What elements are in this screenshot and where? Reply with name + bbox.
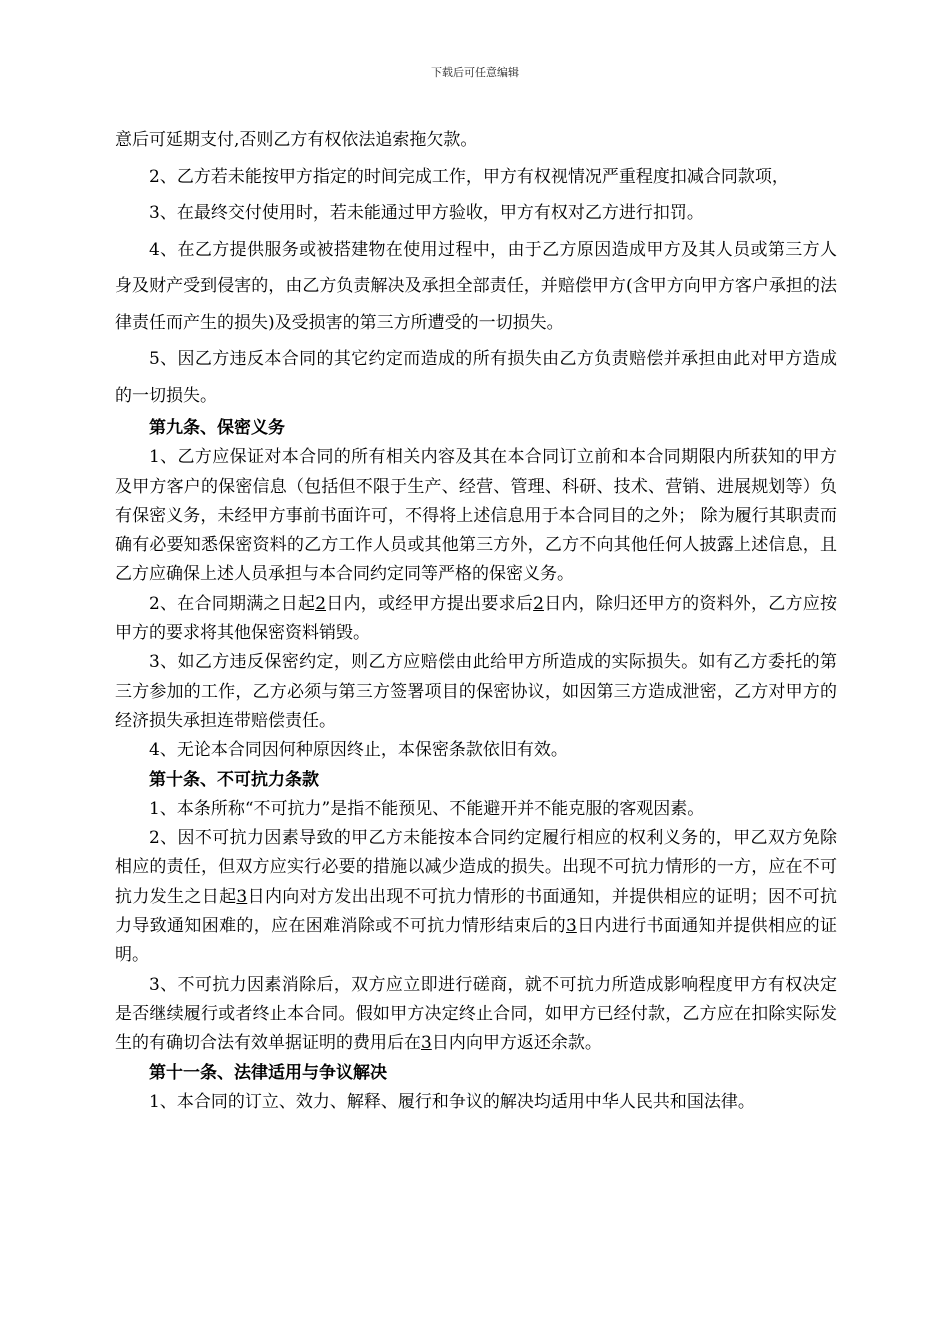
- clause-text: 日内进行书面通知并提供相应的证明。: [115, 916, 838, 966]
- article-8-continued: [115, 122, 837, 414]
- article-11-title: 第十一条、法律适用与争议解决: [149, 1062, 387, 1083]
- paragraph-clause-3: 3、在最终交付使用时，若未能通过甲方验收，甲方有权对乙方进行扣罚。: [149, 203, 704, 223]
- article-10-clause-2: [115, 824, 837, 970]
- clause-text: 2、因不可抗力因素导致的甲乙方未能按本合同约定履行相应的权利义务的，甲乙双方免除相应的责任，但双方应实行必要的措施以减少造成的损失。出现不可抗力情形的一方，应在不可抗力发生之日起: [115, 828, 837, 907]
- article-11-clause-1: 1、本合同的订立、效力、解释、履行和争议的解决均适用中华人民共和国法律。: [149, 1091, 755, 1112]
- article-10-title: 第十条、不可抗力条款: [149, 769, 319, 790]
- article-9-clause-3: 3、如乙方违反保密约定，则乙方应赔偿由此给甲方所造成的实际损失。如有乙方委托的第三方参加的工作，乙方必须与第三方签署项目的保密协议，如因第三方造成泄密，乙方对甲方的经济损失承担连带赔偿责任。: [115, 652, 837, 731]
- article-9: [115, 414, 837, 1117]
- clause-text: 日内，除归还甲方的资料外，乙方应按甲方的要求将其他保密资料销毁。: [115, 593, 837, 644]
- days-value: 3: [421, 1033, 432, 1054]
- article-10-clause-3: [115, 971, 837, 1059]
- article-9-clause-1: 1、乙方应保证对本合同的所有相关内容及其在本合同订立前和本合同期限内所获知的甲方及甲方客户的保密信息（包括但不限于生产、经营、管理、科研、技术、营销、进展规划等）负有保密义务，未经甲方事前书面许可，不得将上述信息用于本合同目的之外； 除为履行其职责而确有必要知悉保密资料的乙方工作人员或其他第三方外，乙方不向其他任何人披露上述信息，且乙方应确保上述人员承担与本合同约定同等严格的保密义务。: [115, 447, 837, 585]
- paragraph-continued: 意后可延期支付,否则乙方有权依法追索拖欠款。: [115, 130, 478, 150]
- document-body: [115, 122, 837, 1117]
- clause-text: 日内，或经甲方提出要求后: [326, 593, 534, 614]
- clause-text: 日内向甲方返还余款。: [431, 1033, 602, 1054]
- page-header: 下载后可任意编辑: [431, 66, 519, 79]
- paragraph-clause-2: 2、乙方若未能按甲方指定的时间完成工作，甲方有权视情况严重程度扣减合同款项，: [149, 166, 789, 187]
- days-value: 3: [236, 886, 248, 907]
- paragraph-clause-4: 4、在乙方提供服务或被搭建物在使用过程中，由于乙方原因造成甲方及其人员或第三方人身及财产受到侵害的，由乙方负责解决及承担全部责任，并赔偿甲方(含甲方向甲方客户承担的法律责任而产生的损失)及受损害的第三方所遭受的一切损失。: [115, 239, 837, 333]
- article-9-clause-2: [115, 590, 837, 649]
- article-9-title: 第九条、保密义务: [149, 418, 285, 438]
- days-value: 2: [533, 593, 544, 614]
- clause-text: 2、在合同期满之日起: [149, 593, 316, 614]
- article-9-clause-4: 4、无论本合同因何种原因终止，本保密条款依旧有效。: [149, 740, 568, 761]
- article-10-clause-1: 1、本条所称“不可抗力”是指不能预见、不能避开并不能克服的客观因素。: [149, 798, 705, 819]
- days-value: 3: [566, 916, 577, 937]
- days-value: 2: [315, 593, 327, 614]
- clause-text: 日内向对方发出出现不可抗力情形的书面通知，并提供相应的证明；因不可抗力导致通知困难的，应在困难消除或不可抗力情形结束后的: [115, 886, 838, 937]
- paragraph-clause-5: 5、因乙方违反本合同的其它约定而造成的所有损失由乙方负责赔偿并承担由此对甲方造成的一切损失。: [115, 349, 837, 406]
- clause-text: 3、不可抗力因素消除后，双方应立即进行磋商，就不可抗力所造成影响程度甲方有权决定是否继续履行或者终止本合同。假如甲方决定终止合同，如甲方已经付款，乙方应在扣除实际发生的有确切合法有效单据证明的费用后在: [115, 974, 837, 1054]
